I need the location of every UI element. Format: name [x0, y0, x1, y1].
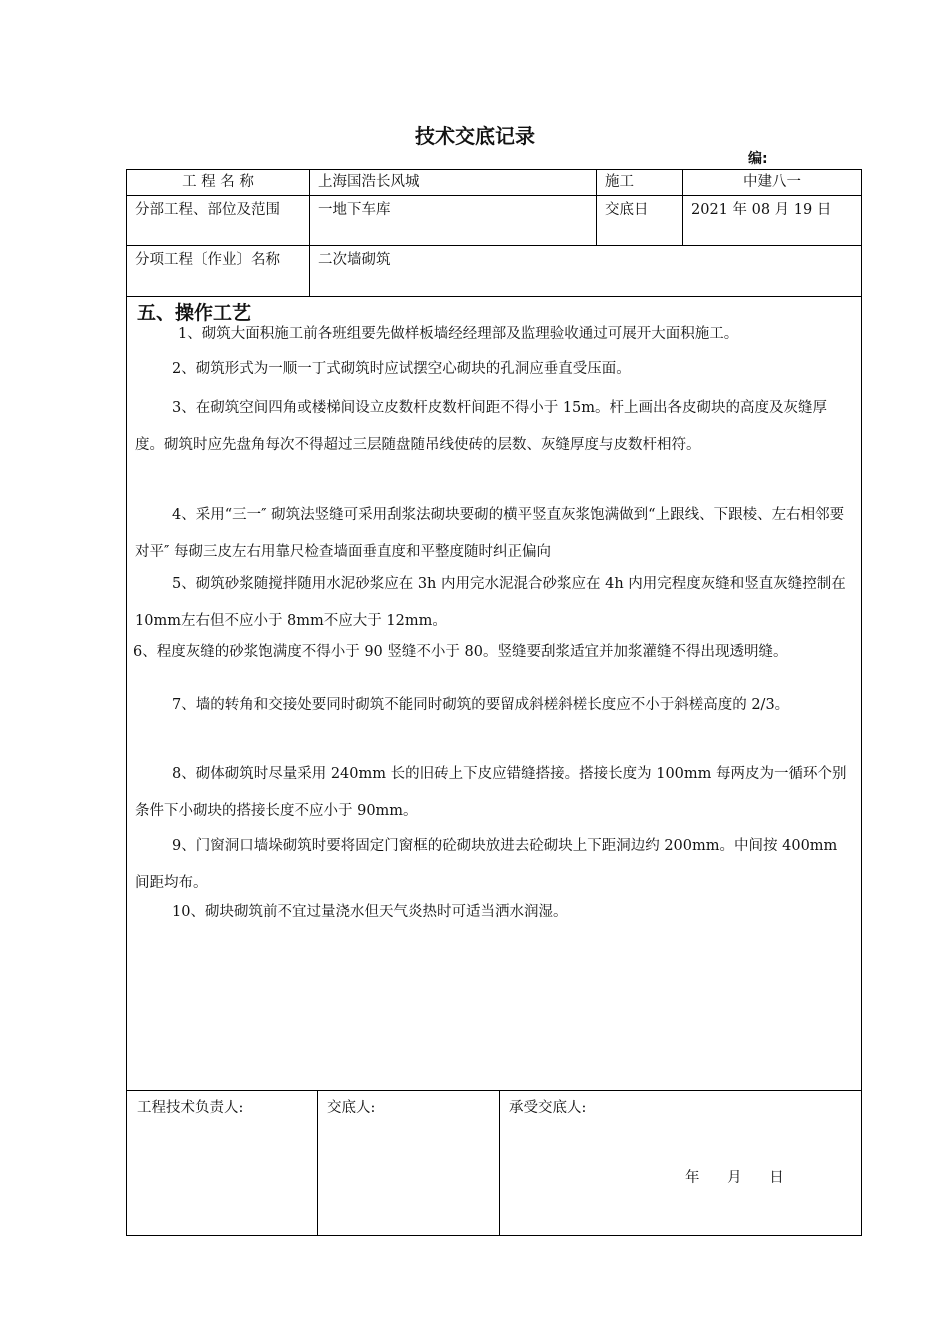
construction-value: 中建八一	[743, 174, 801, 190]
paragraph: 3、在砌筑空间四角或楼梯间设立皮数杆皮数杆间距不得小于 15m。杆上画出各皮砌块的高度及灰缝厚度。砌筑时应先盘角每次不得超过三层随盘随吊线使砖的层数、灰缝厚度与皮数杆相符。	[135, 400, 828, 453]
paragraph: 5、砌筑砂浆随搅拌随用水泥砂浆应在 3h 内用完水泥混合砂浆应在 4h 内用完程度灰缝和竖直灰缝控制在 10mm左右但不应小于 8mm不应大于 12mm。	[135, 576, 846, 629]
item-value: 二次墙砌筑	[318, 252, 391, 268]
discloser-label: 交底人:	[327, 1100, 376, 1116]
col-divider	[309, 170, 310, 296]
part-label: 分部工程、部位及范围	[135, 202, 280, 218]
paragraph: 1、砌筑大面积施工前各班组要先做样板墙经经理部及监理验收通过可展开大面积施工。	[178, 326, 739, 342]
row-divider	[127, 245, 861, 246]
row-divider	[127, 1090, 861, 1091]
col-divider	[596, 170, 597, 245]
paragraph: 4、采用“三一″ 砌筑法竖缝可采用刮浆法砌块要砌的横平竖直灰浆饱满做到“上跟线、下跟棱、左右相邻要对平″ 每砌三皮左右用靠尺检查墙面垂直度和平整度随时纠正偏向	[135, 507, 845, 560]
col-divider	[317, 1090, 318, 1236]
paragraph: 10、砌块砌筑前不宜过量浇水但天气炎热时可适当洒水润湿。	[172, 904, 568, 920]
paragraph: 8、砌体砌筑时尽量采用 240mm 长的旧砖上下皮应错缝搭接。搭接长度为 100mm 每两皮为一循环个别条件下小砌块的搭接长度不应小于 90mm。	[135, 766, 847, 819]
disclosure-date-label: 交底日	[605, 202, 649, 218]
paragraph: 6、程度灰缝的砂浆饱满度不得小于 90 竖缝不小于 80。竖缝要刮浆适宜并加浆灌缝不得出现透明缝。	[133, 644, 788, 660]
project-name-label: 工 程 名 称	[182, 174, 254, 190]
signature-date: 年 月 日	[685, 1170, 784, 1186]
record-table	[126, 169, 862, 1236]
project-name-value: 上海国浩长风城	[318, 174, 420, 190]
col-divider	[499, 1090, 500, 1236]
construction-label: 施工	[605, 174, 634, 190]
receiver-label: 承受交底人:	[509, 1100, 587, 1116]
item-label: 分项工程〔作业〕名称	[135, 252, 280, 268]
paragraph: 2、砌筑形式为一顺一丁式砌筑时应试摆空心砌块的孔洞应垂直受压面。	[172, 361, 631, 377]
disclosure-date-value: 2021 年 08 月 19 日	[691, 202, 832, 218]
section-title: 五、操作工艺	[137, 302, 252, 324]
paragraph: 9、门窗洞口墙垛砌筑时要将固定门窗框的砼砌块放进去砼砌块上下距洞边约 200mm。中间按 400mm 间距均布。	[135, 838, 838, 891]
row-divider	[127, 296, 861, 297]
part-value: 一地下车库	[318, 202, 391, 218]
row-divider	[127, 195, 861, 196]
page-title: 技术交底记录	[415, 124, 535, 148]
paragraph: 7、墙的转角和交接处要同时砌筑不能同时砌筑的要留成斜槎斜槎长度应不小于斜槎高度的 2/3。	[172, 697, 790, 713]
editor-label: 编:	[748, 151, 768, 167]
tech-lead-label: 工程技术负责人:	[137, 1100, 244, 1116]
